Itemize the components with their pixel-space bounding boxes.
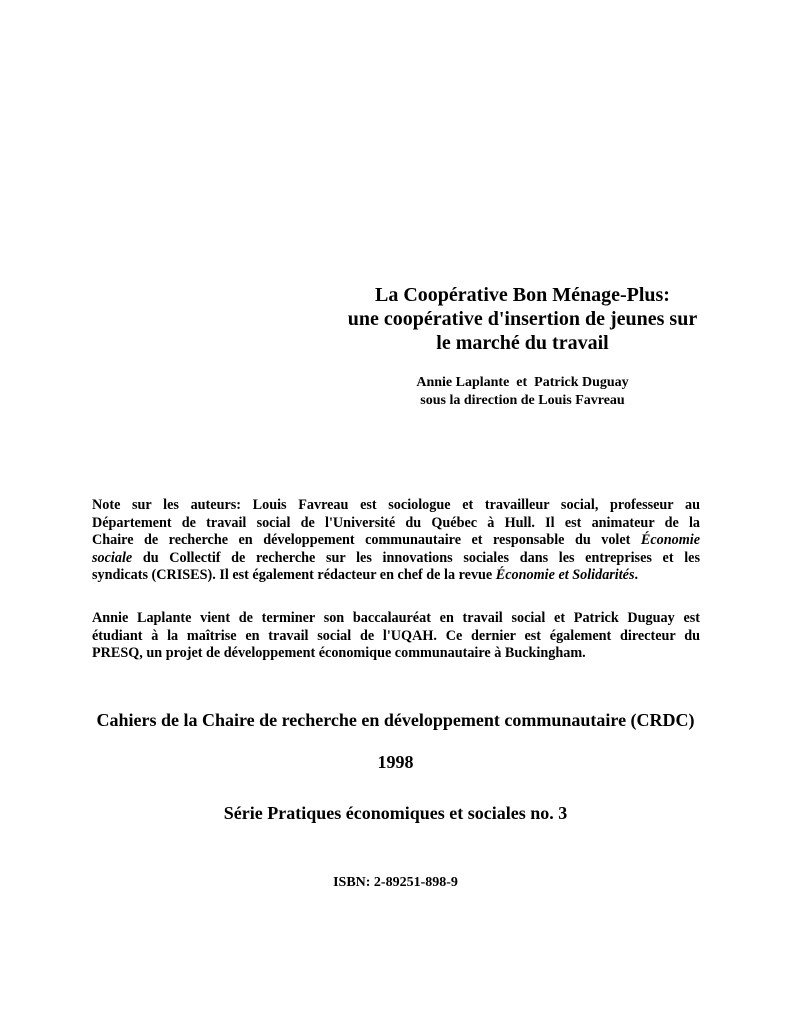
note-authors-line-3-italic: Économie [640,532,700,548]
note-authors-line-3 [92,532,700,550]
note-authors-line-4 [92,550,700,568]
series-number: Série Pratiques économiques et sociales no. 3 [223,803,568,823]
note-authors-line-1: Note sur les auteurs: Louis Favreau est sociologue et travailleur social, professeur au [92,497,700,513]
title-line-2: une coopérative d'insertion de jeunes sur [347,308,698,330]
note-authors-line-5-text: syndicats (CRISES). Il est également rédacteur en chef de la revue [92,567,496,583]
note-authors-line-5-italic: Économie et Solidarités [495,567,635,583]
title-line-1: La Coopérative Bon Ménage-Plus: [375,284,670,306]
author-names: Annie Laplante et Patrick Duguay [416,375,629,390]
title-line-3: le marché du travail [436,332,609,354]
authors-block [380,374,665,410]
note-students-line-1: Annie Laplante vient de terminer son baccalauréat en travail social et Patrick Duguay est [92,610,700,626]
note-authors-line-4-italic: sociale [92,549,133,566]
series-title: Cahiers de la Chaire de recherche en développement communautaire (CRDC) [96,710,695,730]
note-authors-line-2: Département de travail social de l'Université du Québec à Hull. Il est animateur de la [92,514,700,531]
note-authors-line-3-text: Chaire de recherche en développement communautaire et responsable du volet [92,532,641,548]
isbn: ISBN: 2-89251-898-9 [333,875,458,890]
author-direction: sous la direction de Louis Favreau [420,393,625,408]
note-students-line-2: étudiant à la maîtrise en travail social de l'UQAH. Ce dernier est également directeur du [92,627,700,644]
note-authors-paragraph [92,497,700,585]
document-title [330,283,715,355]
publication-year: 1998 [377,752,414,772]
note-students-paragraph [92,610,700,663]
note-authors-line-5 [92,567,700,585]
note-authors-line-5-period: . [634,567,639,583]
note-students-line-3: PRESQ, un projet de développement économique communautaire à Buckingham. [92,645,586,661]
note-authors-line-4-text: du Collectif de recherche sur les innovations sociales dans les entreprises et les [132,549,700,566]
